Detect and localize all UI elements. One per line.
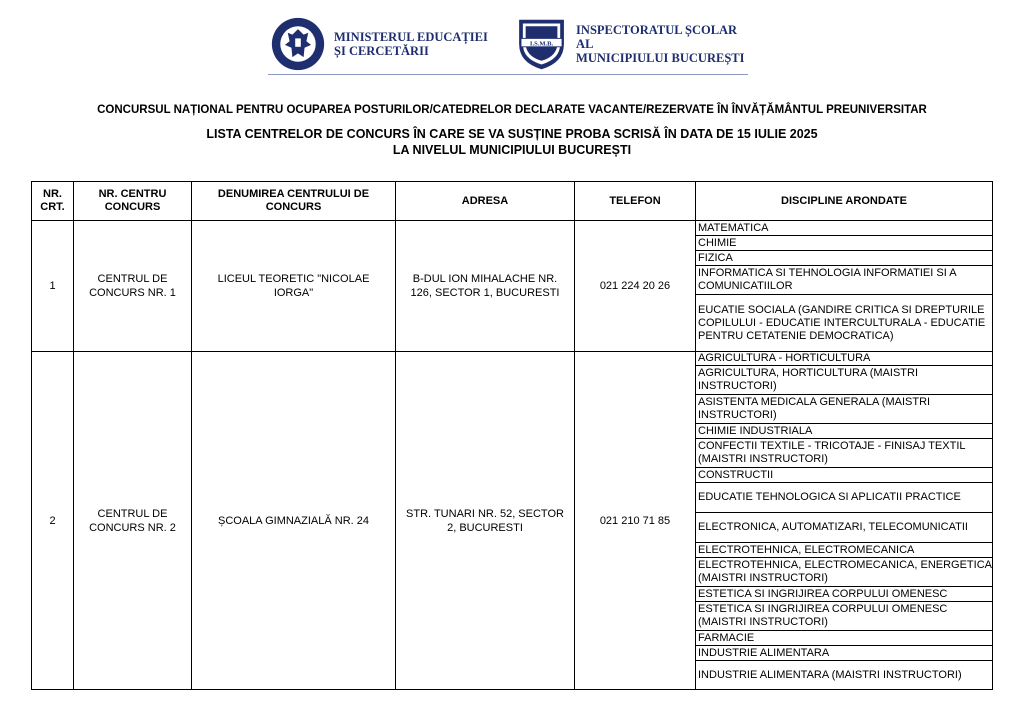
cell-discipline	[696, 221, 993, 352]
cell-telefon: 021 210 71 85	[575, 352, 696, 690]
discipline-item: INDUSTRIE ALIMENTARA (MAISTRI INSTRUCTORI)	[698, 668, 962, 681]
discipline-item: EDUCATIE TEHNOLOGICA SI APLICATII PRACTICE	[696, 483, 992, 513]
cell-denumire: ȘCOALA GIMNAZIALĂ NR. 24	[192, 352, 396, 690]
discipline-item: EUCATIE SOCIALA (GANDIRE CRITICA SI DREPTURILE COPILULUI - EDUCATIE INTERCULTURALA - EDUCATIE PENTRU CETATENIE DEMOCRATICA)	[698, 303, 986, 342]
table-header-row	[32, 182, 993, 221]
discipline-list	[696, 221, 992, 351]
discipline-item: ASISTENTA MEDICALA GENERALA (MAISTRI INSTRUCTORI)	[696, 395, 992, 424]
discipline-item: CHIMIE INDUSTRIALA	[696, 424, 992, 439]
centers-table	[31, 181, 993, 690]
svg-text:I.S.M.B.: I.S.M.B.	[529, 40, 554, 48]
cell-centru: CENTRUL DE CONCURS NR. 2	[74, 352, 192, 690]
col-header-nr: NR. CRT.	[32, 182, 74, 221]
cell-telefon: 021 224 20 26	[575, 221, 696, 352]
discipline-item: ELECTROTEHNICA, ELECTROMECANICA	[696, 543, 992, 558]
col-header-telefon: TELEFON	[575, 182, 696, 221]
romanian-coat-of-arms-icon	[268, 16, 328, 72]
discipline-item: MATEMATICA	[696, 221, 992, 236]
discipline-item: INDUSTRIE ALIMENTARA	[696, 646, 992, 661]
discipline-item: FARMACIE	[696, 631, 992, 646]
cell-discipline	[696, 352, 993, 690]
discipline-item: AGRICULTURA - HORTICULTURA	[696, 352, 992, 366]
discipline-item: CONFECTII TEXTILE - TRICOTAJE - FINISAJ TEXTIL (MAISTRI INSTRUCTORI)	[696, 439, 992, 468]
header-divider	[268, 74, 748, 75]
ismb-name: INSPECTORATUL ȘCOLAR AL MUNICIPIULUI BUCUREȘTI	[576, 23, 745, 65]
cell-nr: 2	[32, 352, 74, 690]
document-title	[0, 126, 1024, 158]
ismb-logo	[513, 16, 748, 72]
letterhead	[268, 14, 748, 74]
cell-adresa: STR. TUNARI NR. 52, SECTOR 2, BUCURESTI	[396, 352, 575, 690]
discipline-item: CHIMIE	[696, 236, 992, 251]
discipline-list	[696, 352, 992, 689]
ministry-logo	[268, 16, 488, 72]
cell-centru: CENTRUL DE CONCURS NR. 1	[74, 221, 192, 352]
cell-denumire: LICEUL TEORETIC "NICOLAE IORGA"	[192, 221, 396, 352]
cell-adresa: B-DUL ION MIHALACHE NR. 126, SECTOR 1, BUCURESTI	[396, 221, 575, 352]
col-header-centru: NR. CENTRU CONCURS	[74, 182, 192, 221]
discipline-item: FIZICA	[696, 251, 992, 266]
col-header-discipline: DISCIPLINE ARONDATE	[696, 182, 993, 221]
ministry-name: MINISTERUL EDUCAȚIEI ȘI CERCETĂRII	[334, 30, 488, 58]
document-subtitle: CONCURSUL NAȚIONAL PENTRU OCUPAREA POSTURILOR/CATEDRELOR DECLARATE VACANTE/REZERVATE ÎN ÎNVĂȚĂMÂNTUL PREUNIVERSITAR	[97, 104, 927, 116]
col-header-denumire: DENUMIREA CENTRULUI DE CONCURS	[192, 182, 396, 221]
ismb-shield-icon	[513, 16, 570, 72]
discipline-item: ELECTRONICA, AUTOMATIZARI, TELECOMUNICATII	[696, 513, 992, 543]
table-row	[32, 352, 993, 690]
title-line: LA NIVELUL MUNICIPIULUI BUCUREȘTI	[392, 143, 632, 157]
discipline-item: ELECTROTEHNICA, ELECTROMECANICA, ENERGETICA (MAISTRI INSTRUCTORI)	[696, 558, 992, 587]
discipline-item: ESTETICA SI INGRIJIREA CORPULUI OMENESC (MAISTRI INSTRUCTORI)	[696, 602, 992, 631]
title-line: LISTA CENTRELOR DE CONCURS ÎN CARE SE VA SUSȚINE PROBA SCRISĂ ÎN DATA DE 15 IULIE 2025	[206, 127, 818, 141]
cell-nr: 1	[32, 221, 74, 352]
discipline-item: AGRICULTURA, HORTICULTURA (MAISTRI INSTRUCTORI)	[696, 366, 992, 395]
discipline-item: ESTETICA SI INGRIJIREA CORPULUI OMENESC	[696, 587, 992, 602]
table-row	[32, 221, 993, 352]
discipline-item: CONSTRUCTII	[696, 468, 992, 483]
col-header-adresa: ADRESA	[396, 182, 575, 221]
discipline-item: INFORMATICA SI TEHNOLOGIA INFORMATIEI SI A COMUNICATIILOR	[696, 266, 992, 295]
